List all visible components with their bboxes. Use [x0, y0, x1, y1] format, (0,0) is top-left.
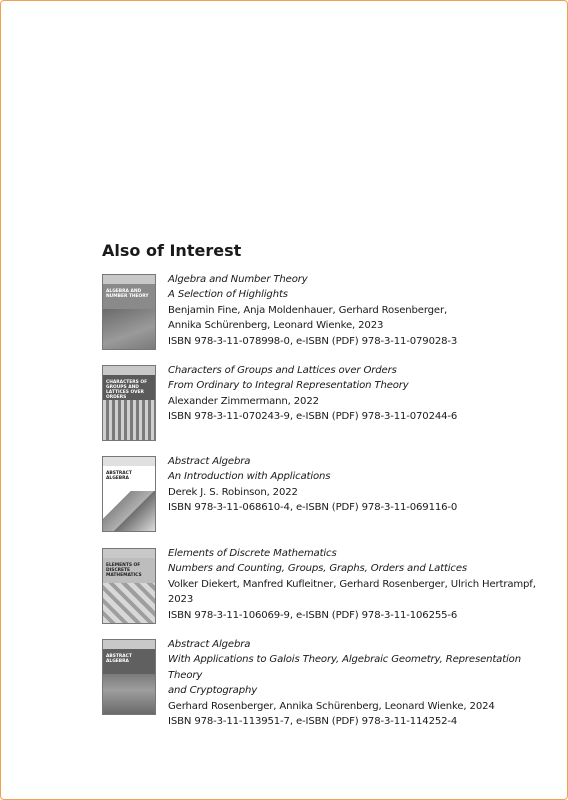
cover-band: [103, 457, 155, 466]
cover-art: [103, 674, 155, 714]
book-isbn: ISBN 978-3-11-078998-0, e-ISBN (PDF) 978-3-11-079028-3: [168, 335, 458, 347]
cover-art: [103, 400, 155, 440]
book-title: Algebra and Number Theory: [168, 274, 308, 285]
book-title: Abstract Algebra: [168, 639, 251, 650]
book-isbn: ISBN 978-3-11-068610-4, e-ISBN (PDF) 978-3-11-069116-0: [168, 502, 458, 514]
book-subtitle: A Selection of Highlights: [168, 289, 288, 301]
book-cover: [102, 365, 156, 441]
book-authors: Volker Diekert, Manfred Kufleitner, Gerhard Rosenberger, Ulrich Hertrampf,: [168, 578, 536, 590]
book-cover: [102, 456, 156, 532]
cover-title: CHARACTERS OF GROUPS AND LATTICES OVER ORDERS: [106, 380, 148, 400]
book-subtitle: From Ordinary to Integral Representation Theory: [168, 380, 409, 392]
cover-band: [103, 366, 155, 375]
book-authors-cont: 2023: [168, 594, 194, 606]
book-authors-cont: Annika Schürenberg, Leonard Wienke, 2023: [168, 320, 384, 332]
cover-title: ELEMENTS OF DISCRETE MATHEMATICS: [106, 563, 142, 578]
book-title: Elements of Discrete Mathematics: [168, 548, 337, 559]
book-authors: Derek J. S. Robinson, 2022: [168, 486, 298, 498]
book-details: [168, 546, 548, 623]
book-subtitle: An Introduction with Applications: [168, 471, 331, 483]
cover-title: ABSTRACT ALGEBRA: [106, 471, 132, 481]
book-cover: [102, 639, 156, 715]
cover-band: [103, 549, 155, 558]
book-subtitle: With Applications to Galois Theory, Algebraic Geometry, Representation Theory: [168, 654, 521, 681]
book-authors: Alexander Zimmermann, 2022: [168, 395, 319, 407]
book-subtitle: Numbers and Counting, Groups, Graphs, Orders and Lattices: [168, 563, 468, 575]
book-cover: [102, 548, 156, 624]
page-heading: Also of Interest: [102, 241, 242, 260]
book-authors: Benjamin Fine, Anja Moldenhauer, Gerhard Rosenberger,: [168, 304, 448, 316]
cover-title: ABSTRACT ALGEBRA: [106, 654, 132, 664]
book-cover: [102, 274, 156, 350]
book-title: Characters of Groups and Lattices over Orders: [168, 365, 397, 376]
cover-band: [103, 640, 155, 649]
book-details: [168, 363, 548, 425]
cover-art: [103, 309, 155, 349]
cover-title: ALGEBRA AND NUMBER THEORY: [106, 289, 149, 299]
cover-art: [103, 583, 155, 623]
book-authors: Gerhard Rosenberger, Annika Schürenberg, Leonard Wienke, 2024: [168, 700, 495, 712]
cover-band: [103, 275, 155, 284]
book-details: [168, 272, 548, 349]
book-isbn: ISBN 978-3-11-070243-9, e-ISBN (PDF) 978-3-11-070244-6: [168, 411, 458, 423]
book-subtitle-cont: and Cryptography: [168, 685, 258, 697]
book-title: Abstract Algebra: [168, 456, 251, 467]
book-isbn: ISBN 978-3-11-113951-7, e-ISBN (PDF) 978-3-11-114252-4: [168, 716, 458, 728]
cover-art: [103, 491, 155, 531]
book-details: [168, 637, 548, 729]
book-isbn: ISBN 978-3-11-106069-9, e-ISBN (PDF) 978-3-11-106255-6: [168, 609, 458, 621]
book-details: [168, 454, 548, 516]
